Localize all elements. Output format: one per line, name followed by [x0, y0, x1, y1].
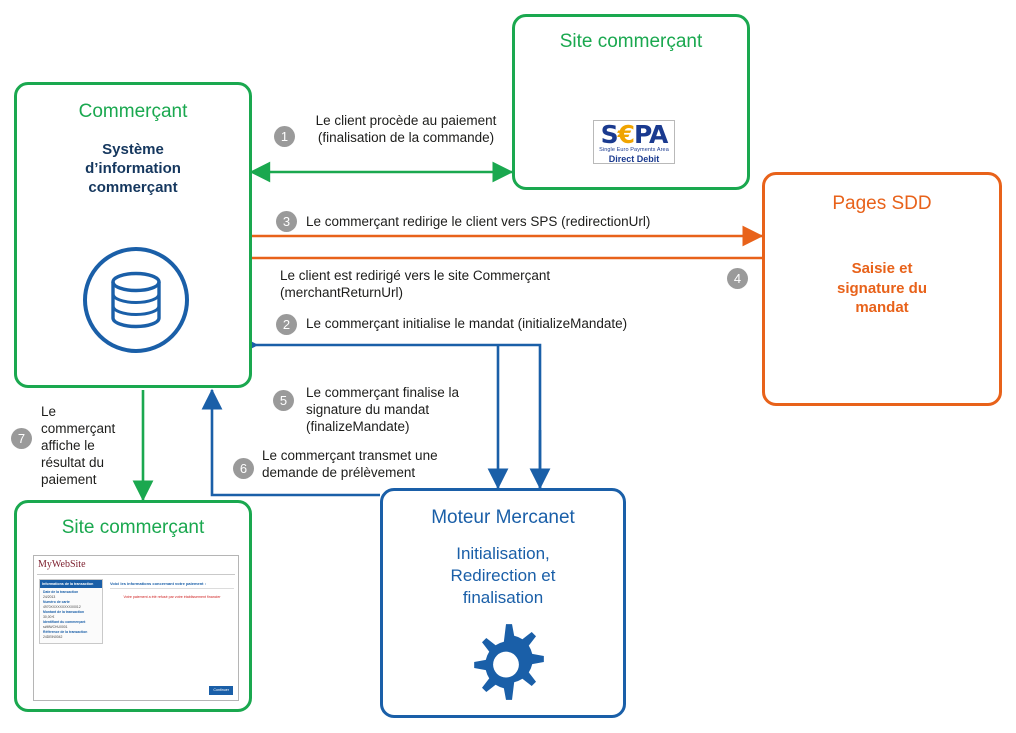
sepa-logo-line1: Single Euro Payments Area — [599, 147, 669, 153]
box-mercanet-engine-subtitle: Initialisation, Redirection et finalisation — [450, 544, 556, 608]
step-badge-1: 1 — [274, 126, 295, 147]
step-badge-4: 4 — [727, 268, 748, 289]
field-value: 30,00 € — [43, 614, 55, 619]
step-label-2: Le commerçant initialise le mandat (initializeMandate) — [306, 316, 628, 331]
step-badge-2: 2 — [276, 314, 297, 335]
website-mock-fields — [40, 588, 102, 643]
step-badge-7: 7 — [11, 428, 32, 449]
website-mock-continue-button[interactable]: Continuer — [209, 686, 233, 695]
field-key: Date de la transaction — [43, 590, 79, 594]
step-label-6: Le commerçant transmet une demande de prélèvement — [262, 448, 438, 480]
step-badge-6: 6 — [233, 458, 254, 479]
website-mock-content — [110, 580, 234, 600]
field-key: Identifiant du commerçant — [43, 620, 86, 624]
step-badge-3: 3 — [276, 211, 297, 232]
sepa-logo-line2: Direct Debit — [608, 154, 660, 164]
field-value: 4970XXXXXXXXXX0012 — [43, 604, 81, 609]
box-mercanet-engine — [380, 488, 626, 718]
box-merchant-site-top — [512, 14, 750, 190]
field-key: Montant de la transaction — [43, 610, 85, 614]
merchant-website-screenshot — [33, 555, 239, 701]
box-merchant-information-system — [14, 82, 252, 388]
box-merchant-si-subtitle: Système d’information commerçant — [85, 141, 181, 196]
gear-icon — [463, 619, 549, 705]
sepa-logo-wordmark: S€PA — [600, 120, 668, 149]
website-mock-site-name: MyWebSite — [38, 559, 86, 570]
step-label-4: Le client est redirigé vers le site Commerçant (merchantReturnUrl) — [280, 268, 551, 300]
website-mock-panel-title: Informations de la transaction — [40, 580, 102, 588]
box-sdd-pages — [762, 172, 1002, 406]
step-label-1: Le client procède au paiement (finalisation de la commande) — [315, 113, 497, 145]
website-mock-right-title: Voici les informations concernant votre paiement : — [110, 581, 206, 586]
field-value: s#MWCHU0001 — [43, 624, 68, 629]
step-label-7: Le commerçant affiche le résultat du paiement — [41, 404, 116, 487]
database-cylinder-glyph — [105, 269, 167, 331]
box-merchant-site-bottom-title: Site commerçant — [61, 517, 205, 538]
field-value: 24/2013 — [43, 594, 56, 599]
box-merchant-site-bottom — [14, 500, 252, 712]
website-mock-content-divider — [110, 588, 234, 589]
box-merchant-site-top-title: Site commerçant — [559, 31, 703, 52]
field-key: Référence de la transaction — [43, 630, 88, 634]
sepa-direct-debit-logo — [593, 120, 675, 164]
step-label-5: Le commerçant finalise la signature du mandat (finalizeMandate) — [306, 385, 460, 434]
step-label-3: Le commerçant redirige le client vers SPS (redirectionUrl) — [306, 214, 651, 229]
field-key: Numéro de carte — [43, 600, 70, 604]
website-mock-notice: Votre paiement a été refusé par votre établissement financier — [123, 595, 221, 599]
box-sdd-pages-title: Pages SDD — [832, 193, 932, 214]
box-mercanet-engine-title: Moteur Mercanet — [431, 507, 575, 528]
step-badge-5: 5 — [273, 390, 294, 411]
website-mock-info-panel — [39, 579, 103, 644]
box-merchant-si-title: Commerçant — [78, 101, 188, 122]
website-mock-divider — [37, 574, 235, 575]
field-value: 24DEIN0042 — [43, 634, 63, 639]
box-sdd-pages-subtitle: Saisie et signature du mandat — [836, 260, 927, 316]
database-icon — [83, 247, 189, 353]
